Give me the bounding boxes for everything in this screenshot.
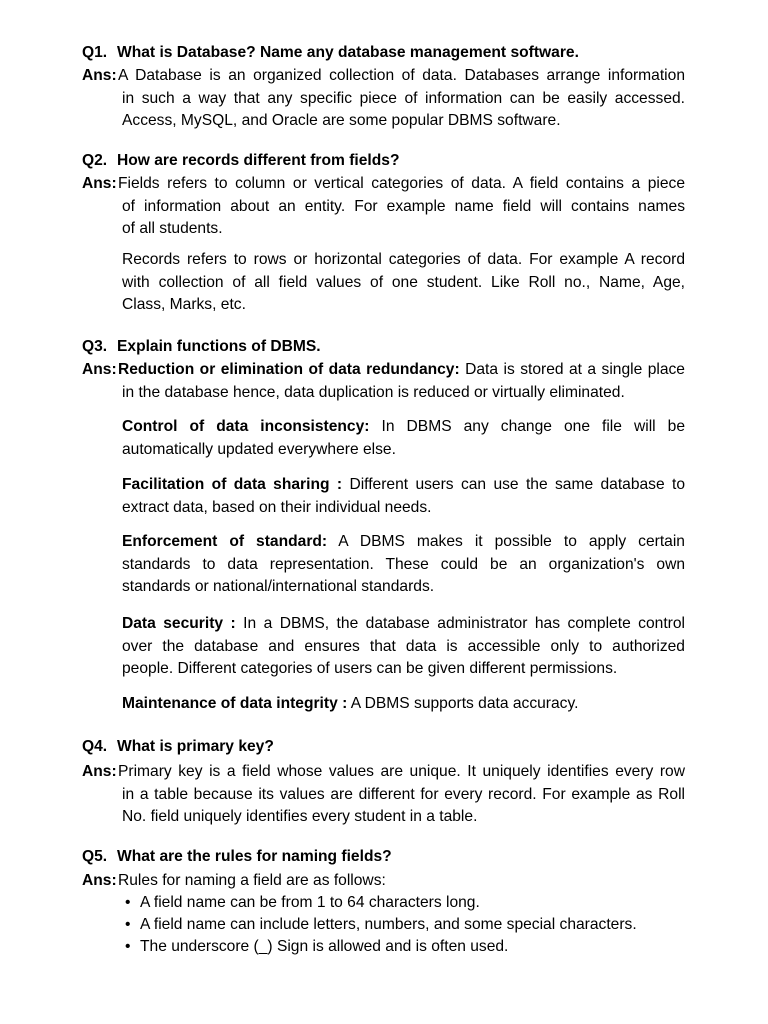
answer-line: Class, Marks, etc. [122, 296, 246, 314]
answer-paragraph [118, 761, 685, 829]
answer-line: Rules for naming a field are as follows: [118, 872, 386, 889]
question-heading [82, 736, 685, 759]
answer-paragraph [122, 474, 685, 519]
answer-block [82, 761, 685, 829]
answer-paragraph [118, 359, 685, 404]
function-term: Control of data inconsistency: [122, 418, 370, 435]
function-term: Reduction or elimination of data redundancy: [118, 361, 460, 378]
answer-paragraph [122, 416, 685, 461]
question-heading [82, 42, 685, 65]
answer-line: in such a way that any specific piece of information can be easily accessed. [122, 89, 685, 107]
question-text: Explain functions of DBMS. [117, 338, 321, 355]
answer-block [82, 65, 685, 133]
answer-line [122, 531, 685, 554]
question-number: Q5. [82, 848, 108, 865]
answer-block [82, 173, 685, 241]
question-heading [82, 336, 685, 359]
answer-label: Ans: [82, 67, 117, 84]
question-text: How are records different from fields? [117, 152, 400, 169]
answer-line: in a table because its values are different for every record. For example as Roll [122, 785, 685, 803]
question-heading [82, 846, 685, 869]
answer-line [122, 693, 685, 716]
answer-block [82, 359, 685, 404]
line-text: In a DBMS, the database administrator has complete control [243, 615, 685, 632]
answer-line [118, 359, 685, 382]
line-text: Data is stored at a single place [465, 361, 685, 378]
answer-label: Ans: [82, 872, 117, 889]
answer-line: standards to data representation. These could be an organization's own [122, 555, 685, 573]
answer-paragraph [122, 693, 685, 716]
answer-paragraph [118, 173, 685, 241]
question-number: Q1. [82, 44, 108, 61]
answer-paragraph [122, 531, 685, 599]
question-number: Q4. [82, 738, 108, 755]
answer-line: automatically updated everywhere else. [122, 440, 396, 458]
answer-line: of all students. [122, 220, 223, 238]
answer-line: over the database and ensures that data is accessible only to authorized [122, 637, 685, 655]
answer-line: extract data, based on their individual needs. [122, 498, 432, 516]
bullet-item: • The underscore (_) Sign is allowed and is often used. [122, 936, 685, 958]
bullet-item: • A field name can be from 1 to 64 characters long. [122, 892, 685, 914]
bullet-list [122, 892, 685, 958]
line-text: Different users can use the same database to [349, 476, 686, 493]
answer-line: No. field uniquely identifies every student in a table. [122, 808, 478, 826]
question-number: Q2. [82, 152, 108, 169]
question-text: What are the rules for naming fields? [117, 848, 392, 865]
question-number: Q3. [82, 338, 108, 355]
bullet-item: • A field name can include letters, numbers, and some special characters. [122, 914, 685, 936]
question-heading [82, 150, 685, 173]
answer-paragraph [122, 249, 685, 317]
answer-label: Ans: [82, 763, 117, 780]
answer-line [122, 474, 685, 497]
function-term: Enforcement of standard: [122, 533, 328, 550]
function-term: Maintenance of data integrity : [122, 695, 348, 712]
answer-line: people. Different categories of users can be given different permissions. [122, 660, 618, 678]
answer-paragraph [118, 65, 685, 133]
answer-line: with collection of all field values of one student. Like Roll no., Name, Age, [122, 273, 685, 291]
line-text: In DBMS any change one file will be [381, 418, 685, 435]
answer-paragraph [122, 613, 685, 681]
answer-line [122, 416, 685, 439]
line-text: A DBMS makes it possible to apply certain [338, 533, 685, 550]
function-term: Facilitation of data sharing : [122, 476, 343, 493]
answer-line: Access, MySQL, and Oracle are some popular DBMS software. [122, 112, 561, 130]
answer-label: Ans: [82, 361, 117, 378]
answer-label: Ans: [82, 175, 117, 192]
answer-line: of information about an entity. For example name field will contains names [122, 197, 685, 215]
answer-line [122, 613, 685, 636]
answer-line: Records refers to rows or horizontal categories of data. For example A record [122, 251, 685, 268]
answer-line: Fields refers to column or vertical categories of data. A field contains a piece [118, 175, 685, 192]
answer-line: in the database hence, data duplication is reduced or virtually eliminated. [122, 383, 625, 401]
answer-paragraph [118, 870, 685, 893]
line-text: A DBMS supports data accuracy. [350, 695, 579, 712]
function-term: Data security : [122, 615, 236, 632]
answer-line: A Database is an organized collection of data. Databases arrange information [118, 67, 685, 84]
answer-block [82, 870, 685, 893]
answer-line: Primary key is a field whose values are unique. It uniquely identifies every row [118, 763, 685, 780]
question-text: What is primary key? [117, 738, 274, 755]
answer-line: standards or national/international standards. [122, 578, 435, 596]
question-text: What is Database? Name any database management software. [117, 44, 579, 61]
